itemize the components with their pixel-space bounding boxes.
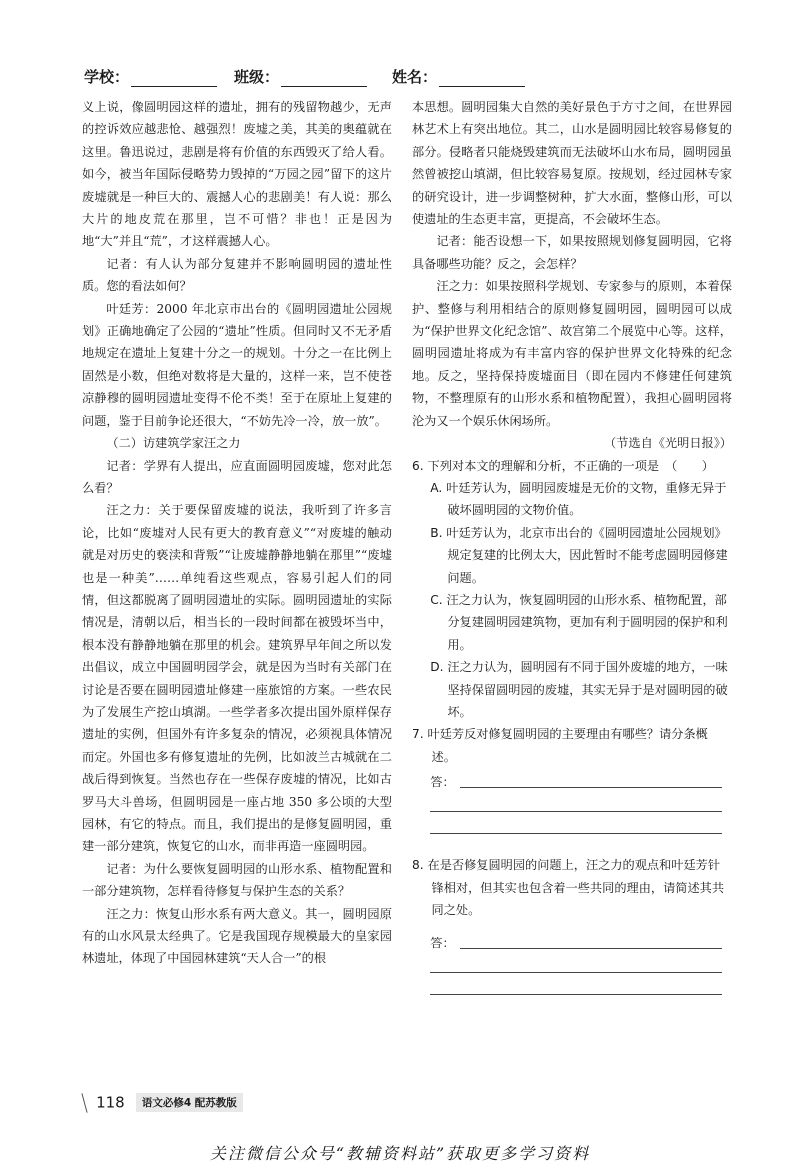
interview-question: 记者：能否设想一下，如果按照规划修复圆明园，它将具备哪些功能？反之，会怎样？ — [412, 234, 732, 271]
question-7-answer-field[interactable] — [430, 768, 732, 790]
answer-line[interactable] — [430, 812, 722, 834]
class-label: 班级： — [234, 68, 280, 86]
interview-answer: 汪之力：关于要保留废墟的说法，我听到了许多言论，比如“废墟对人民有更大的教育意义”“对废墟的触动就是对历史的亵渎和背叛”“让废墟静静地躺在那里”“废墟也是一种美”……单纯看这些观点，容易引起人们的同情，但这都脱离了圆明园遗址的实际。圆明园遗址的实际情况是，清朝以后，相当长的一段时间都在被毁坏当中，根本没有静静地躺在那里的机会。建筑界早年间之所以发出倡议，成立中国圆明园学会，就是因为当时有关部门在讨论是否要在圆明园遗址修建一座旅馆的方案。一些农民为了发展生产挖山填湖。一些学者多次提出国外原样保存遗址的实例，但国外有许多复杂的情况，必须视具体情况而定。外国也多有修复遗址的先例，比如波兰古城就在二战后得到恢复。当然也存在一些保存废墟的情况，比如古罗马大斗兽场，但圆明园是一座占地 350 多公顷的大型园林，有它的特点。而且，我们提出的是修复圆明园，重建一部分建筑，恢复它的山水，而非再造一座圆明园。 — [82, 503, 392, 854]
watermark: 关注微信公众号“教辅资料站”获取更多学习资料 — [209, 1144, 591, 1163]
right-paragraph: 本思想。圆明园集大自然的美好景色于方寸之间，在世界园林艺术上有突出地位。其二，山水是圆明园比较容易修复的部分。侵略者只能烧毁建筑而无法破坏山水布局，圆明园虽然曾被挖山填湖，但比较容易复原。按规划，经过园林专家的研究设计，进一步调整树种，扩大水面，整修山形，可以使遗址的生态更丰富，更提高，不会破坏生态。 — [412, 100, 732, 227]
answer-line — [460, 948, 722, 949]
interview-answer: 汪之力：恢复山形水系有两大意义。其一，圆明园原有的山水风景太经典了。它是我国现存规模最大的皇家园林遗址，体现了中国园林建筑“天人合一”的根 — [82, 906, 392, 966]
interview-answer: 叶廷芳：2000 年北京市出台的《圆明园遗址公园规划》正确地确定了公园的“遗址”性质。但同时又不无矛盾地规定在遗址上复建十分之一的规划。十分之一在比例上固然是小数，但绝对数将是大量的，这样一来，岂不使苍凉静穆的圆明园遗址变得不伦不类！至于在原址上复建的问题，鉴于目前争论还很大，“不妨先冷一冷，放一放”。 — [82, 301, 392, 428]
page-footer — [84, 1092, 243, 1114]
page-number: 118 — [96, 1093, 125, 1112]
interview-question: 记者：学界有人提出，应直面圆明园废墟，您对此怎么看？ — [82, 458, 392, 495]
name-blank-line — [439, 70, 525, 87]
question-6-stem: 6. 下列对本文的理解和分析，不正确的一项是 （ ） — [412, 458, 714, 473]
name-label: 姓名： — [392, 68, 438, 86]
name-field — [392, 66, 525, 87]
question-8-stem: 8. 在是否修复圆明园的问题上，汪之力的观点和叶廷芳针锋相对，但其实也包含着一些共同的理由，请简述其共同之处。 — [412, 858, 725, 917]
school-blank-line — [131, 70, 217, 87]
question-6-option-c: C. 汪之力认为，恢复圆明园的山形水系、植物配置，部分复建圆明园建筑物，更加有利于圆明园的保护和利用。 — [430, 592, 728, 652]
answer-line[interactable] — [430, 951, 722, 973]
interview-answer: 汪之力：如果按照科学规划、专家参与的原则，本着保护、整修与利用相结合的原则修复圆明园，圆明园可以成为“保护世界文化纪念馆”、故宫第二个展览中心等。这样，圆明园遗址将成为有丰富内容的保护世界文化特殊的纪念地。反之，坚持保持废墟面目（即在园内不修建任何建筑物，不整理原有的山形水系和植物配置），我担心圆明园将沦为又一个娱乐休闲场所。 — [412, 279, 732, 428]
left-paragraph: 义上说，像圆明园这样的遗址，拥有的残留物越少，无声的控诉效应越悲怆、越强烈！废墟之美，其美的奥蕴就在这里。鲁迅说过，悲剧是将有价值的东西毁灭了给人看。如今，被当年国际侵略势力毁掉的“万园之园”留下的这片废墟就是一种巨大的、震撼人心的悲剧美！有人说：那么大片的地皮荒在那里，岂不可惜？非也！正是因为地“大”并且“荒”，才这样震撼人心。 — [82, 100, 392, 249]
school-field — [84, 66, 217, 87]
student-info-header — [84, 66, 724, 90]
question-8-answer-field[interactable] — [430, 929, 732, 951]
interview-question: 记者：为什么要恢复圆明园的山形水系、植物配置和一部分建筑物，怎样看待修复与保护生态的关系？ — [82, 861, 392, 899]
class-blank-line — [281, 70, 367, 87]
question-6 — [412, 455, 732, 724]
question-7 — [412, 723, 732, 834]
class-field — [234, 66, 367, 87]
question-6-option-b: B. 叶廷芳认为，北京市出台的《圆明园遗址公园规划》规定复建的比例太大，因此暂时不能考虑圆明园修建问题。 — [430, 525, 728, 585]
question-7-stem: 7. 叶廷芳反对修复圆明园的主要理由有哪些？请分条概述。 — [412, 727, 708, 764]
right-column — [412, 96, 732, 995]
source-citation: （节选自《光明日报》） — [604, 436, 732, 451]
question-6-option-d: D. 汪之力认为，圆明园有不同于国外废墟的地方，一味坚持保留圆明园的废墟，其实无异于是对圆明园的破坏。 — [430, 660, 728, 719]
interview-question: 记者：有人认为部分复建并不影响圆明园的遗址性质。您的看法如何？ — [82, 256, 392, 294]
section-heading: （二）访建筑学家汪之力 — [106, 436, 241, 451]
answer-label: 答： — [430, 936, 455, 951]
left-column — [82, 96, 392, 970]
answer-label: 答： — [430, 775, 455, 790]
footer-slash-divider — [81, 1093, 87, 1113]
answer-line — [460, 787, 722, 788]
answer-line[interactable] — [430, 790, 722, 812]
question-8 — [412, 854, 732, 995]
book-label: 语文必修4 配苏教版 — [136, 1093, 243, 1112]
school-label: 学校： — [84, 68, 130, 86]
question-6-option-a: A. 叶廷芳认为，圆明园废墟是无价的文物，重修无异于破坏圆明园的文物价值。 — [430, 480, 727, 518]
answer-line[interactable] — [430, 973, 722, 995]
